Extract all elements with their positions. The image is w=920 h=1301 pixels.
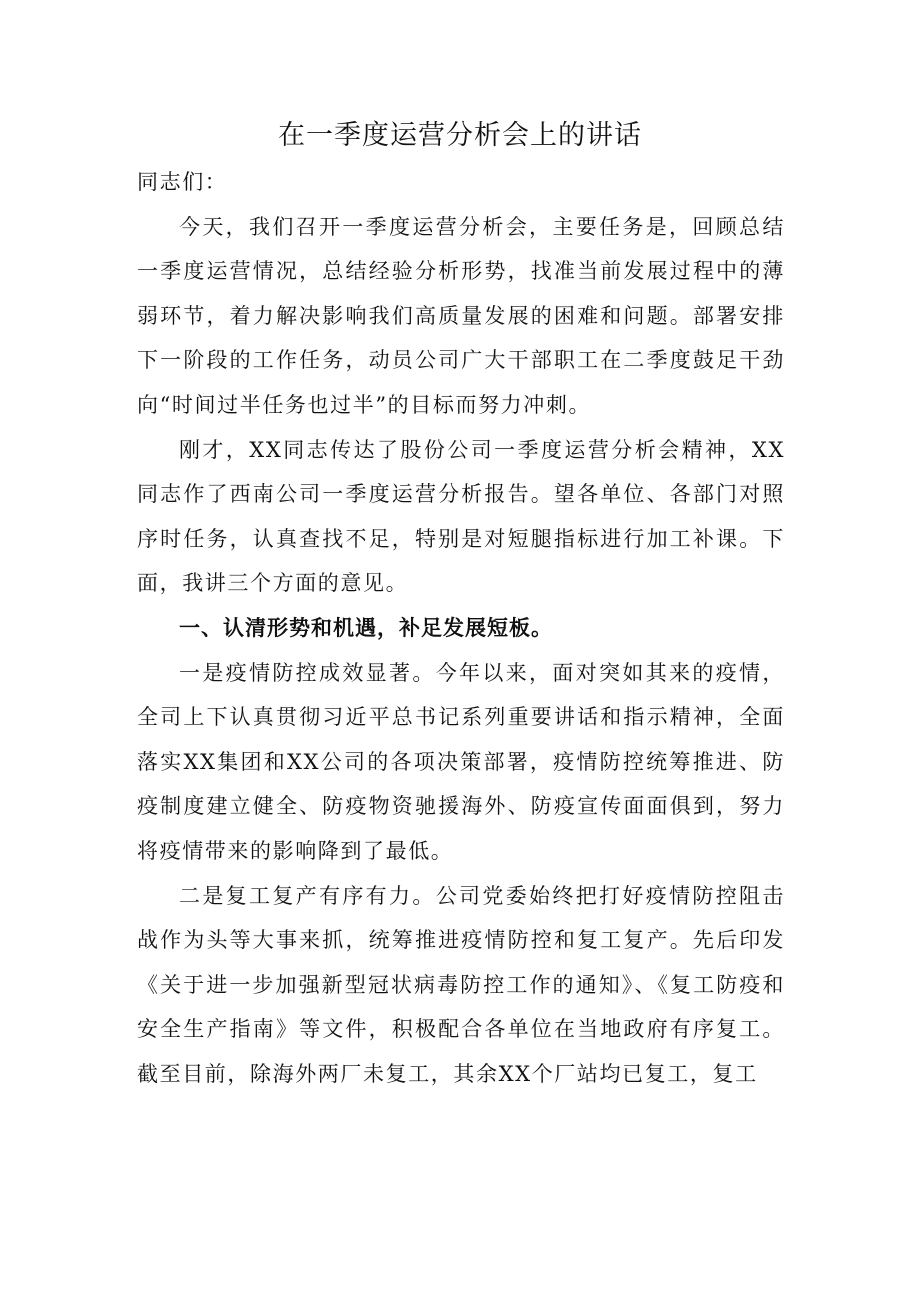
paragraph-report: 刚才，XX同志传达了股份公司一季度运营分析会精神，XX同志作了西南公司一季度运营分析报告。望各单位、各部门对照序时任务，认真查找不足，特别是对短腿指标进行加工补课。下面，我讲三个方面的意见。	[137, 437, 785, 596]
document-title: 在一季度运营分析会上的讲话	[278, 120, 642, 151]
section-heading: 一、认清形势和机遇，补足发展短板。	[179, 615, 553, 640]
document-body	[137, 155, 785, 1096]
paragraph-epidemic-control: 一是疫情防控成效显著。今年以来，面对突如其来的疫情，全司上下认真贯彻习近平总书记系列重要讲话和指示精神，全面落实XX集团和XX公司的各项决策部署，疫情防控统筹推进、防疫制度建立健全、防疫物资驰援海外、防疫宣传面面俱到，努力将疫情带来的影响降到了最低。	[137, 660, 785, 863]
greeting-line: 同志们：	[137, 170, 228, 194]
paragraph-resumption: 二是复工复产有序有力。公司党委始终把打好疫情防控阻击战作为头等大事来抓，统筹推进疫情防控和复工复产。先后印发《关于进一步加强新型冠状病毒防控工作的通知》、《复工防疫和安全生产指南》等文件，积极配合各单位在当地政府有序复工。截至目前，除海外两厂未复工，其余XX个厂站均已复工，复工	[137, 883, 785, 1086]
paragraph-intro: 今天，我们召开一季度运营分析会，主要任务是，回顾总结一季度运营情况，总结经验分析形势，找准当前发展过程中的薄弱环节，着力解决影响我们高质量发展的困难和问题。部署安排下一阶段的工作任务，动员公司广大干部职工在二季度鼓足干劲向“时间过半任务也过半”的目标而努力冲刺。	[137, 214, 785, 417]
